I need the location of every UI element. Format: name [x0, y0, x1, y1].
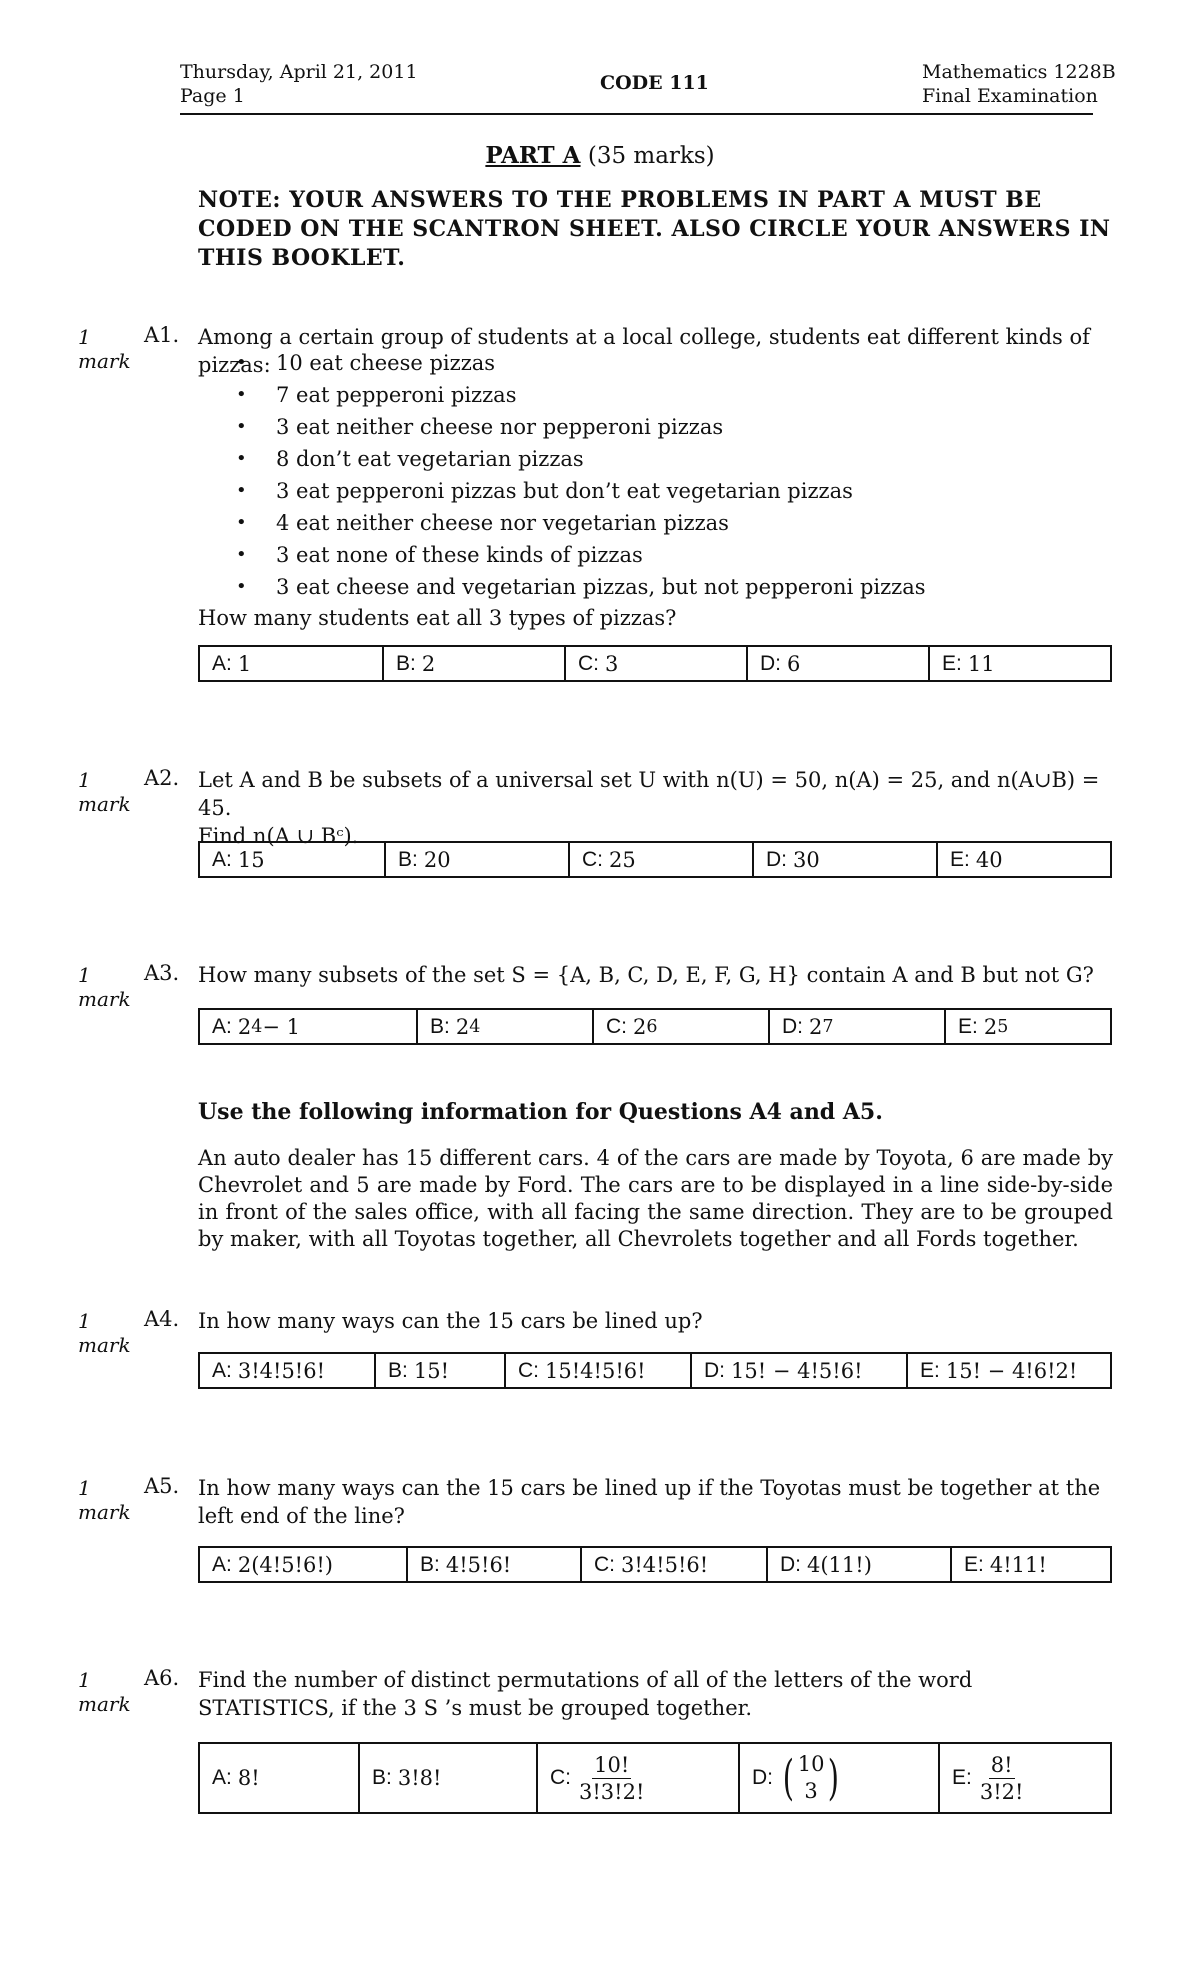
binomial	[798, 1751, 825, 1805]
header-divider	[180, 113, 1093, 115]
answer-option-a[interactable]: A: 2 4 − 1	[212, 1014, 300, 1039]
mark-number: 1	[78, 768, 91, 792]
page-number: Page 1	[180, 85, 245, 107]
answer-option-c[interactable]: C: 2 6	[592, 1010, 768, 1043]
mark-number: 1	[78, 1476, 91, 1500]
question-text-a1: Among a certain group of students at a local college, students eat different kinds of pizzas:	[198, 325, 1090, 377]
part-title	[0, 142, 1200, 169]
question-line: Let A and B be subsets of a universal set U with n(U) = 50, n(A) = 25, and n(A∪B) = 45.	[198, 768, 1100, 820]
answer-option-d[interactable]: D: 15! − 4!5!6!	[690, 1354, 906, 1387]
exam-date: Thursday, April 21, 2011	[180, 61, 418, 83]
answer-option-e[interactable]: E: 2 5	[944, 1010, 1110, 1043]
mark-label-a2	[78, 768, 131, 816]
question-line: Find n(A ∪ Bᶜ).	[198, 824, 359, 848]
mark-number: 1	[78, 325, 91, 349]
list-item: • 8 don’t eat vegetarian pizzas	[236, 443, 926, 475]
answer-option-e[interactable]: E: 15! − 4!6!2!	[906, 1354, 1110, 1387]
answer-option-b[interactable]: B: 3!8!	[358, 1744, 536, 1812]
answer-option-a[interactable]: A: 1	[212, 651, 252, 676]
exam-name: Final Examination	[922, 85, 1098, 107]
question-text-a3: How many subsets of the set S = {A, B, C, D, E, F, G, H} contain A and B but not G?	[198, 963, 1094, 987]
part-note: NOTE: YOUR ANSWERS TO THE PROBLEMS IN PART A MUST BE CODED ON THE SCANTRON SHEET. ALSO CIRCLE YOUR ANSWERS IN THIS BOOKLET.	[198, 187, 1111, 271]
question-number-a5: A5.	[144, 1474, 180, 1498]
binomial-top: 10	[797, 1752, 825, 1776]
question-text-a4: In how many ways can the 15 cars be lined up?	[198, 1309, 703, 1333]
answer-option-b[interactable]: B: 20	[384, 843, 568, 876]
answer-option-d[interactable]: D: 4(11!)	[766, 1548, 950, 1581]
info-paragraph: An auto dealer has 15 different cars. 4 of the cars are made by Toyota, 6 are made by Chevrolet and 5 are made by Ford. The cars are to be displayed in a line side-by-side in front of the sales office, with all facing the same direction. They are to be grouped by maker, with all Toyotas together, all Chevrolets together and all Fords together.	[198, 1146, 1113, 1251]
right-paren-icon: )	[828, 1750, 840, 1806]
fraction-denominator: 3!2!	[979, 1779, 1024, 1804]
answer-row-a3	[198, 1008, 1112, 1045]
answer-option-c[interactable]: C: 25	[568, 843, 752, 876]
answer-option-b[interactable]: B: 2	[382, 647, 564, 680]
list-item: • 4 eat neither cheese nor vegetarian pizzas	[236, 507, 926, 539]
fraction-numerator: 8!	[990, 1752, 1013, 1777]
question-number-a4: A4.	[144, 1307, 180, 1331]
question-number-a1: A1.	[144, 323, 180, 347]
answer-option-c[interactable]: C: 15!4!5!6!	[504, 1354, 690, 1387]
left-paren-icon: (	[782, 1750, 794, 1806]
answer-option-e[interactable]: E: 40	[936, 843, 1110, 876]
binomial-bottom: 3	[804, 1779, 818, 1803]
part-marks: (35 marks)	[587, 143, 715, 169]
mark-word: mark	[78, 1692, 131, 1716]
answer-option-d[interactable]: D: 6	[746, 647, 928, 680]
answer-option-b[interactable]: B: 2 4	[416, 1010, 592, 1043]
list-item: • 7 eat pepperoni pizzas	[236, 379, 926, 411]
answer-row-a4	[198, 1352, 1112, 1389]
answer-row-a1	[198, 645, 1112, 682]
list-item: • 10 eat cheese pizzas	[236, 347, 926, 379]
mark-number: 1	[78, 963, 91, 987]
question-number-a6: A6.	[144, 1666, 180, 1690]
answer-option-c[interactable]: C: $\frac{10!}{3!3!2!}$	[536, 1744, 738, 1812]
fraction-denominator: 3!3!2!	[579, 1779, 645, 1804]
answer-option-d[interactable]: D: 2 7	[768, 1010, 944, 1043]
mark-label-a3	[78, 963, 131, 1011]
answer-option-b[interactable]: B: 15!	[374, 1354, 504, 1387]
mark-word: mark	[78, 1500, 131, 1524]
question-ask-a1: How many students eat all 3 types of pizzas?	[198, 606, 677, 630]
answer-row-a2	[198, 841, 1112, 878]
fraction-numerator: 10!	[594, 1752, 630, 1777]
fraction	[978, 1752, 1026, 1805]
answer-option-d[interactable]: D: ( 10 3 )	[738, 1744, 938, 1812]
part-heading: PART A	[485, 142, 581, 169]
course-name: Mathematics 1228B	[922, 61, 1116, 83]
list-item: • 3 eat neither cheese nor pepperoni pizzas	[236, 411, 926, 443]
answer-row-a6	[198, 1742, 1112, 1814]
question-text-a5: In how many ways can the 15 cars be lined up if the Toyotas must be together at the left end of the line?	[198, 1476, 1101, 1528]
answer-option-a[interactable]: A: 15	[212, 847, 265, 872]
answer-option-c[interactable]: C: 3!4!5!6!	[580, 1548, 766, 1581]
mark-label-a4	[78, 1309, 131, 1357]
question-text-a6: Find the number of distinct permutations of all of the letters of the word STATISTICS, if the 3 S ’s must be grouped together.	[198, 1668, 973, 1720]
mark-label-a1	[78, 325, 131, 373]
answer-option-b[interactable]: B: 4!5!6!	[406, 1548, 580, 1581]
mark-word: mark	[78, 987, 131, 1011]
answer-option-e[interactable]: E: 4!11!	[950, 1548, 1110, 1581]
answer-row-a5	[198, 1546, 1112, 1583]
answer-option-c[interactable]: C: 3	[564, 647, 746, 680]
question-number-a3: A3.	[144, 961, 180, 985]
mark-number: 1	[78, 1668, 91, 1692]
mark-number: 1	[78, 1309, 91, 1333]
bullet-list-a1	[236, 347, 926, 603]
fraction	[577, 1752, 646, 1805]
header-left	[180, 60, 418, 108]
question-number-a2: A2.	[144, 766, 180, 790]
answer-option-a[interactable]: A: 3!4!5!6!	[212, 1358, 326, 1383]
question-text-a2	[198, 766, 1113, 850]
answer-option-d[interactable]: D: 30	[752, 843, 936, 876]
exam-code: CODE 111	[600, 72, 709, 94]
list-item: • 3 eat cheese and vegetarian pizzas, but not pepperoni pizzas	[236, 571, 926, 603]
mark-label-a6	[78, 1668, 131, 1716]
answer-option-a[interactable]: A: 8!	[212, 1766, 260, 1790]
mark-label-a5	[78, 1476, 131, 1524]
list-item: • 3 eat pepperoni pizzas but don’t eat vegetarian pizzas	[236, 475, 926, 507]
answer-option-e[interactable]: E: $\frac{8!}{3!2!}$	[938, 1744, 1110, 1812]
header-right	[922, 60, 1116, 108]
mark-word: mark	[78, 349, 131, 373]
mark-word: mark	[78, 1333, 131, 1357]
answer-option-a[interactable]: A: 2(4!5!6!)	[212, 1552, 333, 1577]
answer-option-e[interactable]: E: 11	[928, 647, 1110, 680]
info-heading: Use the following information for Questions A4 and A5.	[198, 1099, 883, 1125]
mark-word: mark	[78, 792, 131, 816]
list-item: • 3 eat none of these kinds of pizzas	[236, 539, 926, 571]
